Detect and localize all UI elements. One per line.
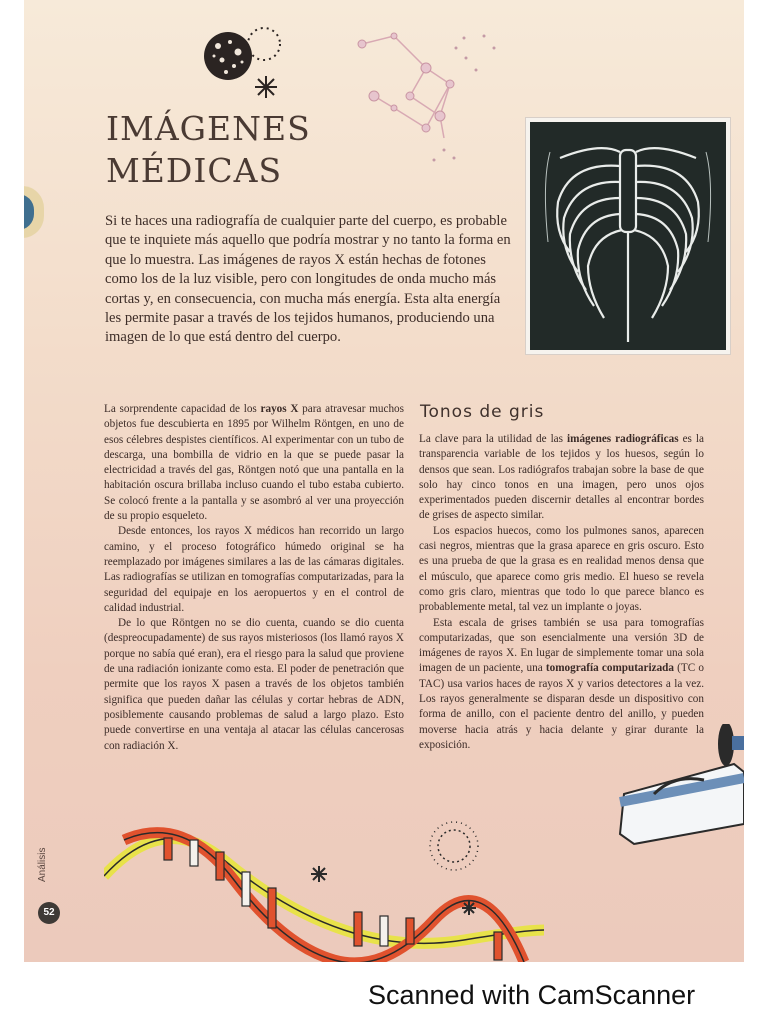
text-run: (TC o TAC) usa varios haces de rayos X y varios detectores a la vez. Los rayos generalmente se disparan desde un dispositivo con forma de anillo, con el paciente dentro del anillo, y pueden moverse hacia atrás y hacia delante y girar durante la exposición. — [419, 662, 704, 751]
sidebar-label: Análisis — [37, 847, 48, 882]
title-line-1: IMÁGENES — [106, 109, 311, 148]
sun-icon — [430, 822, 478, 870]
bold-term: tomografía computarizada — [545, 662, 674, 675]
book-page — [24, 0, 744, 962]
star-icon — [255, 76, 277, 98]
left-text-column — [104, 402, 404, 754]
text-run: es la transparencia variable de los tejidos y los huesos, según lo densos que sean. Los radiógrafos trabajan sobre la base de que solo hay cinco tonos en una imagen, pero unos ojos experimentados pueden discernir detalles al encontrar bordes de grises de aspecto similar. — [419, 433, 704, 522]
planet-icon — [204, 32, 252, 80]
intro-paragraph: Si te haces una radiografía de cualquier parte del cuerpo, es probable que te inquiete más aquello que podría mostrar y no tanto la forma en que lo muestra. Las imágenes de rayos X están hechas de fotones como los de la luz visible, pero con longitudes de onda mucho más cortas y, en consecuencia, con mucha más energía. Esta alta energía les permite pasar a través de los tejidos humanos, produciendo una imagen de lo que está dentro del cuerpo. — [105, 213, 511, 346]
text-run: Esta escala de grises también se usa para tomografías computarizadas, que son esencialmente una versión 3D de imágenes de rayos X. En lugar de simplemente tomar una sola imagen de un paciente, una — [419, 616, 704, 675]
star-icon — [462, 901, 476, 915]
text-run: La sorprendente capacidad de los — [104, 403, 261, 415]
scanner-watermark: Scanned with CamScanner — [368, 980, 696, 1010]
right-paragraph-1 — [419, 432, 704, 524]
text-run: La clave para la utilidad de las — [419, 433, 568, 445]
dna-helix-illustration — [104, 820, 544, 962]
right-text-column — [419, 432, 704, 753]
page-edge-tab — [24, 186, 44, 238]
text-run: para atravesar muchos objetos fue descubierta en 1895 por Wilhelm Röntgen, en uno de esos célebres despistes científicos. Al experimentar con un tubo de descarga, una bombilla de vidrio en la que se puede pasar la electricidad a través del gas, Röntgen notó que una pantalla en la habitación oscura brillaba incluso cuando el tubo estaba cubierto. Se colocó frente a la pantalla y se asombró al ver una proyección de su propio esqueleto. — [104, 403, 404, 523]
chest-xray-image — [526, 118, 730, 354]
page-number: 52 — [38, 902, 60, 924]
left-paragraph-2: Desde entonces, los rayos X médicos han recorrido un largo camino, y el proceso fotográfico húmedo original se ha reemplazado por imágenes similares a las de las cámaras digitales. Las radiografías se utilizan en tomografías computarizadas, para la seguridad del equipaje en los aeropuertos y en el control de calidad industrial. — [104, 525, 404, 614]
section-heading: Tonos de gris — [420, 402, 545, 422]
right-paragraph-2: Los espacios huecos, como los pulmones sanos, aparecen casi negros, mientras que la grasa aparece en gris oscuro. Esto es una prueba de que la grasa es en realidad menos densa que el músculo, que aparece como gris medio. El hueso se revela como gris claro, mientras que todo lo que parece blanco es probablemente metal, tal vez un implante o joyas. — [419, 524, 704, 614]
left-paragraph-1 — [104, 402, 404, 524]
bold-term: rayos X — [260, 403, 299, 415]
ribcage-illustration — [530, 122, 726, 350]
title-line-2: MÉDICAS — [106, 151, 283, 190]
left-paragraph-3: De lo que Röntgen no se dio cuenta, cuando se dio cuenta (despreocupadamente) de sus rayos misteriosos (los llamó rayos X porque no sabía qué eran), era el riesgo para la salud que proviene de una radiación ionizante como esta. El poder de penetración que permite que los rayos X pasen a través de los objetos también significa que pueden dañar las células y cortar hebras de ADN, posiblemente causando problemas de salud a largo plazo. Esto puede convertirse en una ventaja al atacar las células cancerosas con radiación X. — [104, 617, 404, 752]
star-icon — [311, 866, 327, 882]
ct-scanner-illustration — [614, 724, 744, 850]
page-title — [106, 108, 311, 192]
bold-term: imágenes radiográficas — [567, 433, 679, 445]
